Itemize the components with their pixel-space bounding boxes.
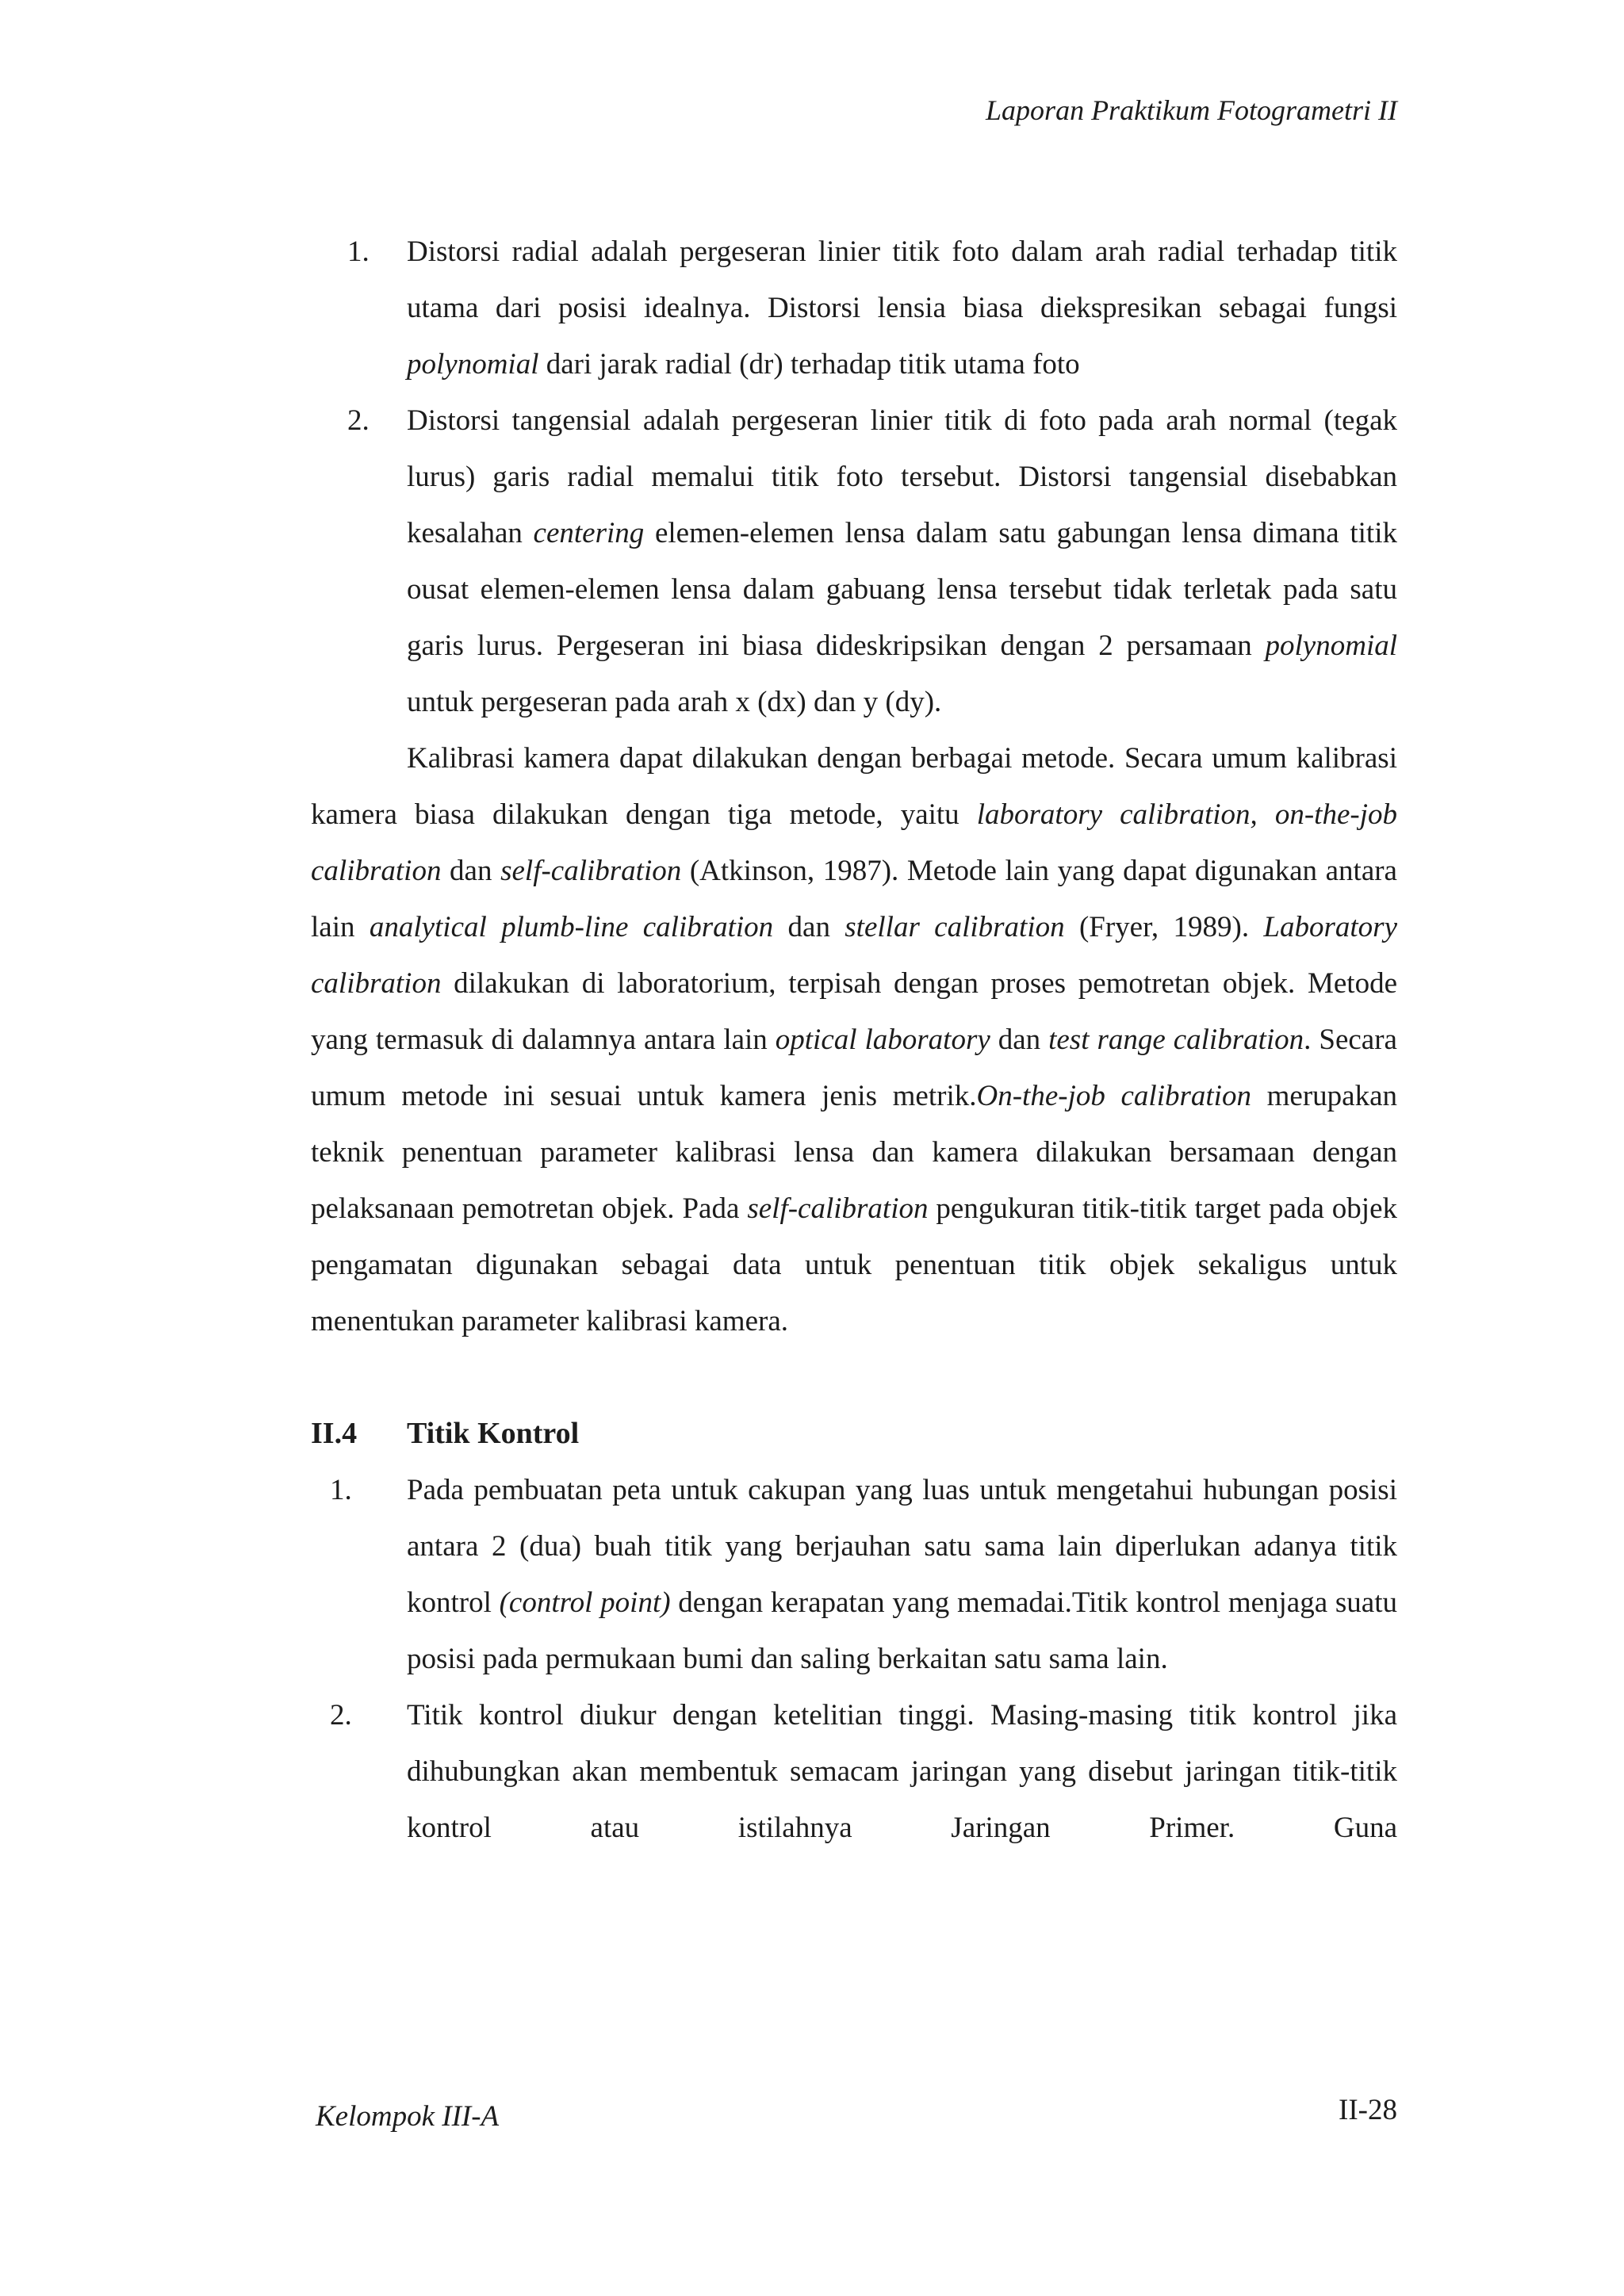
- italic-term: optical laboratory: [775, 1024, 990, 1056]
- list-item-text: Pada pembuatan peta untuk cakupan yang luas untuk mengetahui hubungan posisi antara 2 (dua) buah titik yang berjauhan satu sama lain diperlukan adanya titik kontrol (control point) dengan kerapatan yang memadai.Titik kontrol menjaga suatu posisi pada permukaan bumi dan saling berkaitan satu sama lain.: [407, 1474, 1397, 1675]
- italic-term: stellar calibration: [845, 911, 1065, 943]
- italic-term: On-the-job calibration: [976, 1080, 1251, 1112]
- list-item-text: Titik kontrol diukur dengan ketelitian tinggi. Masing-masing titik kontrol jika dihubungkan akan membentuk semacam jaringan yang disebut jaringan titik-titik kontrol atau istilahnya Jaringan Primer. Guna: [407, 1699, 1397, 1844]
- italic-term: centering: [533, 517, 645, 549]
- list-item-text: Distorsi radial adalah pergeseran linier titik foto dalam arah radial terhadap titik utama dari posisi idealnya. Distorsi lensia biasa diekspresikan sebagai fungsi polynomial dari jarak radial (dr) terhadap titik utama foto: [407, 235, 1397, 381]
- section-title: Titik Kontrol: [407, 1417, 580, 1450]
- page-number: II-28: [1339, 2094, 1397, 2126]
- control-point-list: [311, 1462, 1397, 1856]
- italic-term: polynomial: [1265, 629, 1397, 662]
- list-item-number: 1.: [347, 235, 370, 268]
- italic-term: laboratory calibration, on-the-job calibration: [311, 798, 1397, 887]
- italic-term: analytical plumb-line calibration: [369, 911, 774, 943]
- section-number: II.4: [311, 1417, 358, 1450]
- italic-term: Laboratory calibration: [311, 911, 1397, 1000]
- page-content: [311, 224, 1397, 1856]
- list-item-number: 2.: [330, 1699, 352, 1732]
- italic-term: self-calibration: [500, 855, 682, 887]
- italic-term: self-calibration: [747, 1192, 929, 1225]
- running-header: Laporan Praktikum Fotogrametri II: [986, 94, 1397, 126]
- list-item: [311, 392, 1397, 730]
- italic-term: test range calibration: [1048, 1024, 1304, 1056]
- list-item-number: 1.: [330, 1474, 352, 1506]
- italic-term: (control point): [499, 1586, 671, 1619]
- list-item-text: Distorsi tangensial adalah pergeseran linier titik di foto pada arah normal (tegak lurus) garis radial memalui titik foto tersebut. Distorsi tangensial disebabkan kesalahan centering elemen-elemen lensa dalam satu gabungan lensa dimana titik ousat elemen-elemen lensa dalam gabuang lensa tersebut tidak terletak pada satu garis lurus. Pergeseran ini biasa dideskripsikan dengan 2 persamaan polynomial untuk pergeseran pada arah x (dx) dan y (dy).: [407, 404, 1397, 718]
- list-item: [311, 1462, 1397, 1687]
- section-heading: [311, 1406, 1397, 1462]
- footer-group-label: Kelompok III-A: [316, 2100, 500, 2133]
- list-item: [311, 1687, 1397, 1856]
- calibration-paragraph: Kalibrasi kamera dapat dilakukan dengan berbagai metode. Secara umum kalibrasi kamera biasa dilakukan dengan tiga metode, yaitu laboratory calibration, on-the-job calibration dan self-calibration (Atkinson, 1987). Metode lain yang dapat digunakan antara lain analytical plumb-line calibration dan stellar calibration (Fryer, 1989). Laboratory calibration dilakukan di laboratorium, terpisah dengan proses pemotretan objek. Metode yang termasuk di dalamnya antara lain optical laboratory dan test range calibration. Secara umum metode ini sesuai untuk kamera jenis metrik.On-the-job calibration merupakan teknik penentuan parameter kalibrasi lensa dan kamera dilakukan bersamaan dengan pelaksanaan pemotretan objek. Pada self-calibration pengukuran titik-titik target pada objek pengamatan digunakan sebagai data untuk penentuan titik objek sekaligus untuk menentukan parameter kalibrasi kamera.: [311, 742, 1398, 1337]
- italic-term: polynomial: [407, 348, 539, 381]
- distortion-list: [311, 224, 1397, 730]
- list-item: [311, 224, 1397, 392]
- list-item-number: 2.: [347, 404, 370, 437]
